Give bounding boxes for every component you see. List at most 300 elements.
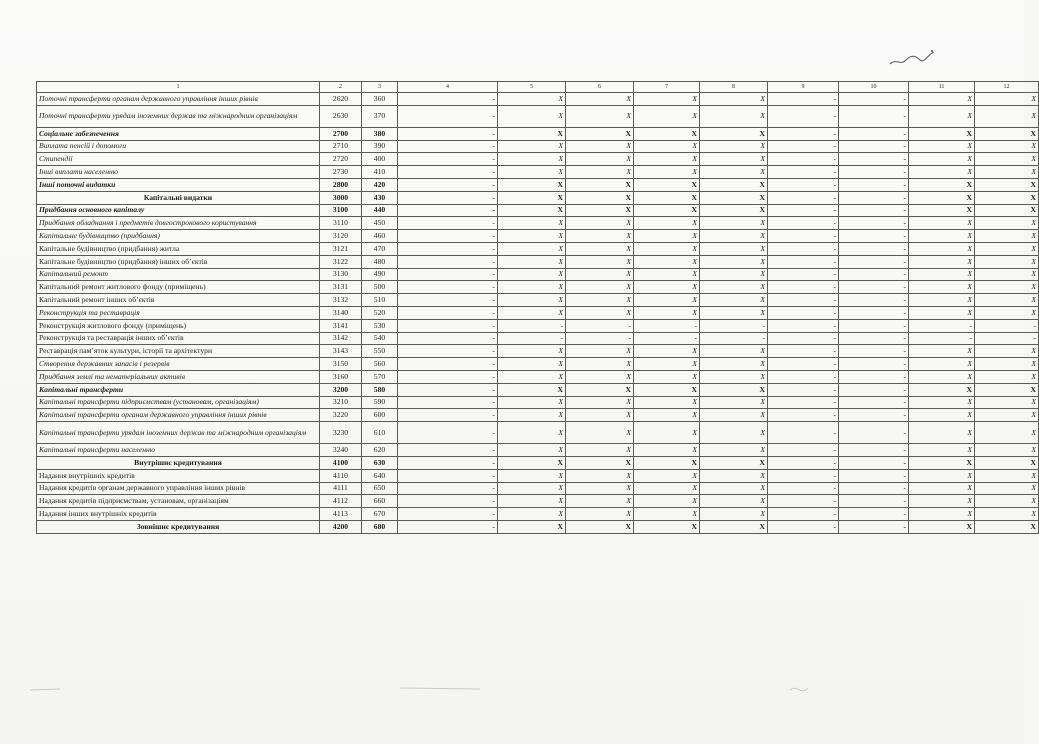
table-cell: - (768, 140, 839, 153)
table-cell: X (566, 93, 634, 106)
row-line-number: 520 (362, 306, 398, 319)
row-line-number: 390 (362, 140, 398, 153)
row-code: 3210 (320, 396, 362, 409)
table-cell: X (566, 345, 634, 358)
table-cell: X (566, 127, 634, 140)
table-cell: - (768, 370, 839, 383)
table-cell: X (909, 166, 975, 179)
row-code: 3140 (320, 306, 362, 319)
table-cell: X (498, 520, 566, 533)
row-code: 2720 (320, 153, 362, 166)
table-row (37, 178, 1039, 191)
row-label: Капітальні трансферти урядам іноземних держав та міжнародним організаціям (37, 422, 320, 444)
table-cell: X (566, 495, 634, 508)
table-cell: - (768, 191, 839, 204)
table-cell: - (398, 409, 498, 422)
table-cell: - (398, 191, 498, 204)
table-cell: X (909, 383, 975, 396)
row-label: Реконструкція житлового фонду (приміщень) (37, 319, 320, 332)
table-cell: X (909, 469, 975, 482)
table-cell: - (768, 319, 839, 332)
table-cell: X (634, 520, 700, 533)
table-cell: - (768, 482, 839, 495)
table-cell: X (566, 191, 634, 204)
table-cell: - (839, 345, 909, 358)
column-number: 12 (975, 82, 1039, 93)
table-cell: X (566, 370, 634, 383)
table-cell: - (768, 178, 839, 191)
table-cell: X (498, 482, 566, 495)
table-cell: - (768, 255, 839, 268)
table-cell: X (909, 153, 975, 166)
table-cell: X (909, 482, 975, 495)
table-cell: - (839, 140, 909, 153)
table-cell: X (975, 358, 1039, 371)
row-code: 4112 (320, 495, 362, 508)
table-cell: X (700, 140, 768, 153)
table-cell: X (566, 242, 634, 255)
table-cell: X (975, 268, 1039, 281)
table-cell: - (839, 281, 909, 294)
row-line-number: 470 (362, 242, 398, 255)
row-label: Надання кредитів підприємствам, установам, організаціям (37, 495, 320, 508)
table-row (37, 409, 1039, 422)
table-cell: - (839, 217, 909, 230)
row-line-number: 670 (362, 508, 398, 521)
table-cell: X (909, 495, 975, 508)
table-cell: - (975, 319, 1039, 332)
table-cell: X (498, 383, 566, 396)
table-cell: X (566, 204, 634, 217)
row-code: 3100 (320, 204, 362, 217)
table-cell: - (839, 469, 909, 482)
table-cell: X (700, 345, 768, 358)
row-line-number: 550 (362, 345, 398, 358)
row-code: 3122 (320, 255, 362, 268)
table-row (37, 140, 1039, 153)
table-cell: X (975, 217, 1039, 230)
table-cell: X (975, 281, 1039, 294)
table-cell: X (634, 345, 700, 358)
table-cell: X (498, 93, 566, 106)
row-line-number: 570 (362, 370, 398, 383)
table-cell: - (768, 127, 839, 140)
table-cell: X (975, 204, 1039, 217)
table-cell: X (909, 204, 975, 217)
table-cell: X (634, 153, 700, 166)
table-cell: X (700, 255, 768, 268)
row-label: Придбання обладнання і предметів довгострокового користування (37, 217, 320, 230)
row-line-number: 680 (362, 520, 398, 533)
table-cell: X (634, 127, 700, 140)
table-cell: X (975, 242, 1039, 255)
table-cell: - (768, 456, 839, 469)
table-cell: X (498, 178, 566, 191)
table-cell: X (498, 370, 566, 383)
table-cell: X (498, 204, 566, 217)
table-cell: - (839, 306, 909, 319)
table-cell: X (909, 127, 975, 140)
table-cell: - (768, 242, 839, 255)
row-line-number: 370 (362, 105, 398, 127)
table-cell: X (634, 495, 700, 508)
table-cell: - (398, 255, 498, 268)
table-cell: - (398, 178, 498, 191)
table-cell: - (839, 93, 909, 106)
row-label: Стипендії (37, 153, 320, 166)
table-cell: X (975, 495, 1039, 508)
table-cell: - (398, 495, 498, 508)
table-cell: X (634, 191, 700, 204)
table-cell: X (909, 93, 975, 106)
table-cell: X (634, 230, 700, 243)
table-cell: X (566, 281, 634, 294)
table-cell: X (566, 140, 634, 153)
table-cell: X (700, 383, 768, 396)
row-line-number: 530 (362, 319, 398, 332)
table-cell: X (566, 482, 634, 495)
table-cell: - (839, 268, 909, 281)
table-cell: X (498, 191, 566, 204)
table-cell: X (975, 105, 1039, 127)
table-row (37, 396, 1039, 409)
table-row (37, 268, 1039, 281)
table-row (37, 469, 1039, 482)
table-cell: X (498, 508, 566, 521)
table-cell: - (768, 230, 839, 243)
table-cell: X (975, 422, 1039, 444)
table-row (37, 204, 1039, 217)
table-cell: X (909, 140, 975, 153)
row-line-number: 610 (362, 422, 398, 444)
table-cell: X (975, 294, 1039, 307)
table-cell: X (566, 294, 634, 307)
table-cell: - (975, 332, 1039, 345)
table-cell: X (566, 383, 634, 396)
table-cell: X (909, 422, 975, 444)
table-cell: - (768, 332, 839, 345)
table-cell: - (839, 358, 909, 371)
table-cell: - (398, 370, 498, 383)
table-cell: X (700, 93, 768, 106)
row-label: Капітальний ремонт (37, 268, 320, 281)
table-cell: X (700, 422, 768, 444)
row-label: Інші виплати населенню (37, 166, 320, 179)
table-cell: X (975, 508, 1039, 521)
table-cell: - (398, 345, 498, 358)
table-cell: - (634, 319, 700, 332)
table-cell: X (909, 178, 975, 191)
table-cell: - (768, 508, 839, 521)
table-cell: - (498, 332, 566, 345)
row-line-number: 650 (362, 482, 398, 495)
table-cell: X (909, 255, 975, 268)
table-cell: X (700, 204, 768, 217)
table-cell: - (398, 520, 498, 533)
table-cell: X (975, 306, 1039, 319)
table-cell: X (566, 255, 634, 268)
column-number: 5 (498, 82, 566, 93)
table-cell: - (566, 319, 634, 332)
table-cell: - (768, 268, 839, 281)
row-label: Створення державних запасів і резервів (37, 358, 320, 371)
row-line-number: 460 (362, 230, 398, 243)
row-code: 3131 (320, 281, 362, 294)
table-cell: - (398, 306, 498, 319)
table-cell: - (398, 230, 498, 243)
table-cell: X (634, 105, 700, 127)
row-line-number: 560 (362, 358, 398, 371)
table-row (37, 127, 1039, 140)
table-cell: - (839, 105, 909, 127)
table-cell: - (839, 444, 909, 457)
table-cell: - (909, 332, 975, 345)
row-line-number: 590 (362, 396, 398, 409)
table-cell: X (634, 482, 700, 495)
table-cell: X (498, 456, 566, 469)
table-cell: X (700, 268, 768, 281)
table-cell: X (498, 268, 566, 281)
table-cell: - (398, 204, 498, 217)
table-cell: X (566, 358, 634, 371)
row-code: 3130 (320, 268, 362, 281)
row-line-number: 410 (362, 166, 398, 179)
table-cell: X (566, 409, 634, 422)
table-cell: X (634, 140, 700, 153)
table-cell: X (498, 495, 566, 508)
row-label: Надання кредитів органам державного управління інших рівнів (37, 482, 320, 495)
table-cell: X (634, 281, 700, 294)
table-cell: X (498, 294, 566, 307)
table-cell: X (566, 422, 634, 444)
table-cell: - (768, 409, 839, 422)
row-code: 4110 (320, 469, 362, 482)
row-code: 3142 (320, 332, 362, 345)
table-cell: - (768, 422, 839, 444)
table-cell: - (768, 306, 839, 319)
table-cell: - (839, 319, 909, 332)
row-label: Внутрішнє кредитування (37, 456, 320, 469)
row-label: Капітальні трансферти (37, 383, 320, 396)
table-cell: - (909, 319, 975, 332)
table-row (37, 508, 1039, 521)
table-cell: - (398, 396, 498, 409)
table-cell: X (700, 281, 768, 294)
budget-table (36, 81, 1039, 534)
table-row (37, 444, 1039, 457)
table-cell: X (975, 345, 1039, 358)
table-cell: X (566, 508, 634, 521)
table-cell: X (975, 370, 1039, 383)
table-row (37, 319, 1039, 332)
column-number: 6 (566, 82, 634, 93)
table-cell: X (566, 444, 634, 457)
table-cell: X (700, 444, 768, 457)
table-cell: X (975, 383, 1039, 396)
table-cell: - (398, 268, 498, 281)
table-row (37, 456, 1039, 469)
table-cell: X (566, 178, 634, 191)
table-cell: X (909, 281, 975, 294)
table-cell: - (839, 508, 909, 521)
table-cell: X (700, 370, 768, 383)
row-line-number: 660 (362, 495, 398, 508)
table-cell: X (566, 306, 634, 319)
table-cell: X (634, 306, 700, 319)
table-cell: - (839, 127, 909, 140)
table-cell: X (909, 294, 975, 307)
table-row (37, 332, 1039, 345)
row-code: 3110 (320, 217, 362, 230)
table-cell: X (566, 469, 634, 482)
row-line-number: 500 (362, 281, 398, 294)
table-cell: X (975, 153, 1039, 166)
row-line-number: 480 (362, 255, 398, 268)
table-row (37, 217, 1039, 230)
table-cell: X (700, 294, 768, 307)
table-cell: X (909, 520, 975, 533)
table-cell: X (498, 422, 566, 444)
table-cell: X (909, 191, 975, 204)
table-row (37, 242, 1039, 255)
row-line-number: 450 (362, 217, 398, 230)
row-code: 3120 (320, 230, 362, 243)
row-line-number: 640 (362, 469, 398, 482)
row-line-number: 620 (362, 444, 398, 457)
table-cell: - (398, 444, 498, 457)
table-cell: - (839, 370, 909, 383)
table-row (37, 191, 1039, 204)
table-cell: X (634, 370, 700, 383)
row-label: Поточні трансферти урядам іноземних держав та міжнародним організаціям (37, 105, 320, 127)
table-cell: X (700, 191, 768, 204)
table-cell: X (700, 105, 768, 127)
row-code: 3132 (320, 294, 362, 307)
row-label: Виплата пенсій і допомоги (37, 140, 320, 153)
row-code: 4111 (320, 482, 362, 495)
table-cell: - (839, 456, 909, 469)
table-cell: X (700, 520, 768, 533)
table-cell: - (398, 469, 498, 482)
table-cell: X (909, 242, 975, 255)
row-line-number: 600 (362, 409, 398, 422)
table-cell: - (768, 469, 839, 482)
table-cell: X (909, 370, 975, 383)
table-cell: X (566, 105, 634, 127)
row-code: 2700 (320, 127, 362, 140)
table-cell: X (634, 294, 700, 307)
table-cell: X (634, 242, 700, 255)
row-code: 3143 (320, 345, 362, 358)
table-cell: - (398, 166, 498, 179)
table-cell: X (700, 178, 768, 191)
table-cell: X (975, 140, 1039, 153)
table-cell: - (398, 294, 498, 307)
table-cell: X (634, 508, 700, 521)
table-cell: - (700, 332, 768, 345)
table-cell: X (909, 409, 975, 422)
column-number: 11 (909, 82, 975, 93)
table-cell: - (839, 204, 909, 217)
row-line-number: 380 (362, 127, 398, 140)
table-cell: X (909, 306, 975, 319)
table-row (37, 306, 1039, 319)
table-cell: - (768, 217, 839, 230)
row-label: Капітальний ремонт інших об’єктів (37, 294, 320, 307)
row-line-number: 510 (362, 294, 398, 307)
table-row (37, 422, 1039, 444)
row-label: Зовнішнє кредитування (37, 520, 320, 533)
table-cell: - (398, 482, 498, 495)
table-cell: - (768, 166, 839, 179)
table-cell: - (839, 153, 909, 166)
table-cell: X (909, 230, 975, 243)
row-label: Придбання основного капіталу (37, 204, 320, 217)
column-number: 3 (362, 82, 398, 93)
row-label: Придбання землі та нематеріальних активів (37, 370, 320, 383)
table-cell: X (634, 166, 700, 179)
table-cell: X (700, 153, 768, 166)
row-line-number: 580 (362, 383, 398, 396)
row-label: Надання внутрішніх кредитів (37, 469, 320, 482)
row-label: Реставрація пам’яток культури, історії та архітектури (37, 345, 320, 358)
handwritten-mark (888, 48, 938, 70)
row-line-number: 420 (362, 178, 398, 191)
table-row (37, 153, 1039, 166)
table-cell: - (398, 383, 498, 396)
row-code: 2800 (320, 178, 362, 191)
table-cell: X (566, 456, 634, 469)
table-row (37, 93, 1039, 106)
table-cell: - (768, 345, 839, 358)
table-cell: X (498, 127, 566, 140)
table-cell: - (768, 444, 839, 457)
table-cell: X (700, 358, 768, 371)
row-code: 3141 (320, 319, 362, 332)
table-cell: X (634, 204, 700, 217)
table-cell: X (700, 469, 768, 482)
table-cell: - (398, 422, 498, 444)
table-cell: - (566, 332, 634, 345)
row-label: Поточні трансферти органам державного управління інших рівнів (37, 93, 320, 106)
table-cell: X (498, 153, 566, 166)
row-label: Капітальне будівництво (придбання) інших об’єктів (37, 255, 320, 268)
table-cell: X (700, 482, 768, 495)
table-cell: X (634, 469, 700, 482)
table-row (37, 294, 1039, 307)
table-cell: X (909, 444, 975, 457)
column-number: 7 (634, 82, 700, 93)
table-cell: X (498, 358, 566, 371)
table-cell: X (566, 396, 634, 409)
table-cell: X (498, 242, 566, 255)
row-label: Капітальні трансферти підприємствам (установам, організаціям) (37, 396, 320, 409)
table-cell: X (975, 230, 1039, 243)
column-number: 4 (398, 82, 498, 93)
row-code: 3200 (320, 383, 362, 396)
row-label: Капітальне будівництво (придбання) житла (37, 242, 320, 255)
table-cell: - (839, 520, 909, 533)
table-cell: - (768, 383, 839, 396)
table-cell: - (839, 495, 909, 508)
row-line-number: 440 (362, 204, 398, 217)
table-cell: - (398, 217, 498, 230)
table-cell: X (634, 422, 700, 444)
table-cell: X (498, 444, 566, 457)
table-row (37, 105, 1039, 127)
row-label: Капітальні видатки (37, 191, 320, 204)
table-cell: - (839, 396, 909, 409)
